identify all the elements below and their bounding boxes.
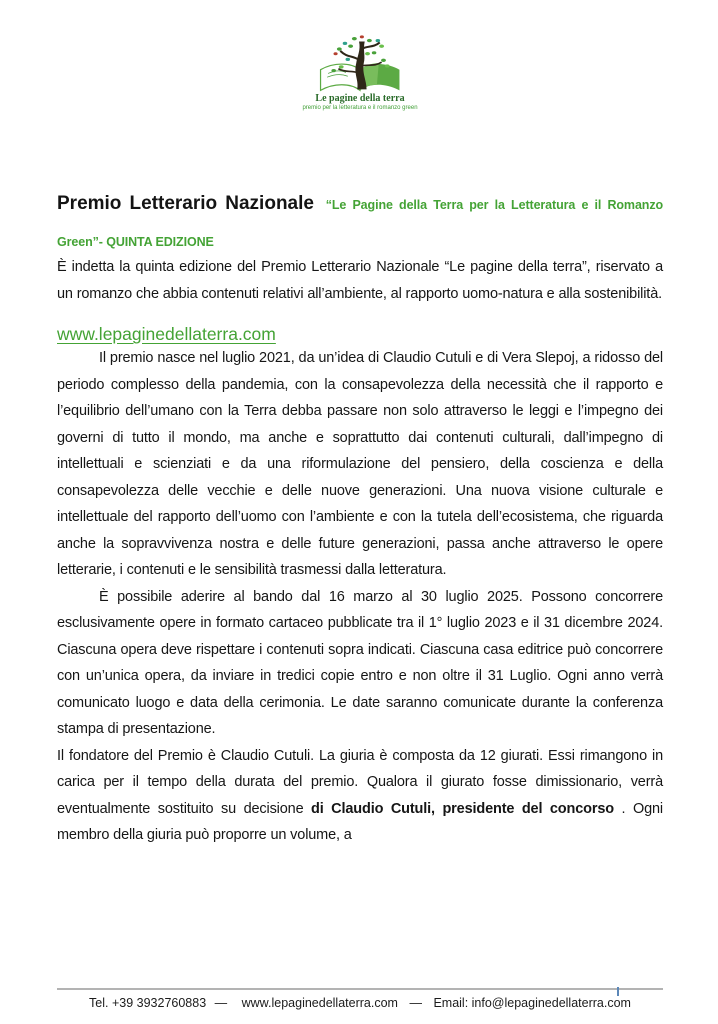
footer-email: Email: info@lepaginedellaterra.com (433, 996, 631, 1010)
paragraph-jury-bold: di Claudio Cutuli, presidente del concorso (311, 800, 614, 817)
title-main: Premio Letterario Nazionale (57, 193, 314, 214)
paragraph-jury-tail: . Ogni membro della giuria può proporre un volume, a (57, 800, 663, 843)
logo-title: Le pagine della terra (315, 93, 405, 104)
footer-website: www.lepaginedellaterra.com (241, 996, 398, 1010)
page-footer (57, 988, 663, 1010)
footer-divider (57, 988, 663, 990)
title-subtitle: “Le Pagine della Terra per la Letteratura e il Romanzo Green”- QUINTA EDIZIONE (57, 198, 664, 249)
text-cursor (617, 987, 619, 996)
logo-image (312, 34, 408, 96)
logo-subtitle: premio per la letteratura e il romanzo green (302, 105, 418, 111)
footer-dash-1: — (214, 996, 228, 1010)
footer-phone: Tel. +39 3932760883 (89, 996, 207, 1010)
paragraph-jury (57, 743, 663, 849)
website-link[interactable]: www.lepaginedellaterra.com (57, 324, 276, 344)
paragraph-history: Il premio nasce nel luglio 2021, da un’idea di Claudio Cutuli e di Vera Slepoj, a ridosso del periodo complesso della pandemia, con la consapevolezza della necessità che il rapporto e l’equilibrio dell’umano con la Terra debba passare non solo attraverso le leggi e l’impegno dei governi di tutto il mondo, ma anche e soprattutto dai contenuti culturali, dall’impegno di intellettuali e scienziati e da una riformulazione del pensiero, della coscienza e della consapevolezza delle vecchie e delle nuove generazioni. Una nuova visione culturale e intellettuale del rapporto dell’uomo con l’ambiente e con la tutela dell’ecosistema, che riguarda anche la sopravvivenza nostra e delle future generazioni, passa anche attraverso le opere letterarie, i contenuti e le sensibilità trasmessi dalla letteratura. (57, 350, 663, 578)
link-line (57, 324, 663, 345)
footer-dash-2: — (409, 996, 422, 1010)
footer-text (57, 996, 663, 1010)
paragraph-intro: È indetta la quinta edizione del Premio Letterario Nazionale “Le pagine della terra”, riservato a un romanzo che abbia contenuti relativi all’ambiente, al rapporto uomo-natura e alla sostenibilità. (57, 259, 663, 302)
paragraph-deadlines: È possibile aderire al bando dal 16 marzo al 30 luglio 2025. Possono concorrere esclusivamente opere in formato cartaceo pubblicate tra il 1° luglio 2023 e il 31 dicembre 2024. Ciascuna opera deve rispettare i contenuti sopra indicati. Ciascuna casa editrice può concorrere con un’unica opera, da inviare in tredici copie entro e non oltre il 31 Luglio. Ogni anno verrà comunicato luogo e data della cerimonia. Le date saranno comunicate durante la conferenza stampa di presentazione. (57, 588, 663, 737)
paragraph-jury-text: Il fondatore del Premio è Claudio Cutuli. La giuria è composta da 12 giurati. Essi rimangono in carica per il tempo della durata del premio. Qualora il giurato fosse dimissionario, verrà eventualmente sostituito su decisione (57, 747, 663, 817)
logo (57, 0, 663, 112)
document-title (57, 180, 663, 254)
